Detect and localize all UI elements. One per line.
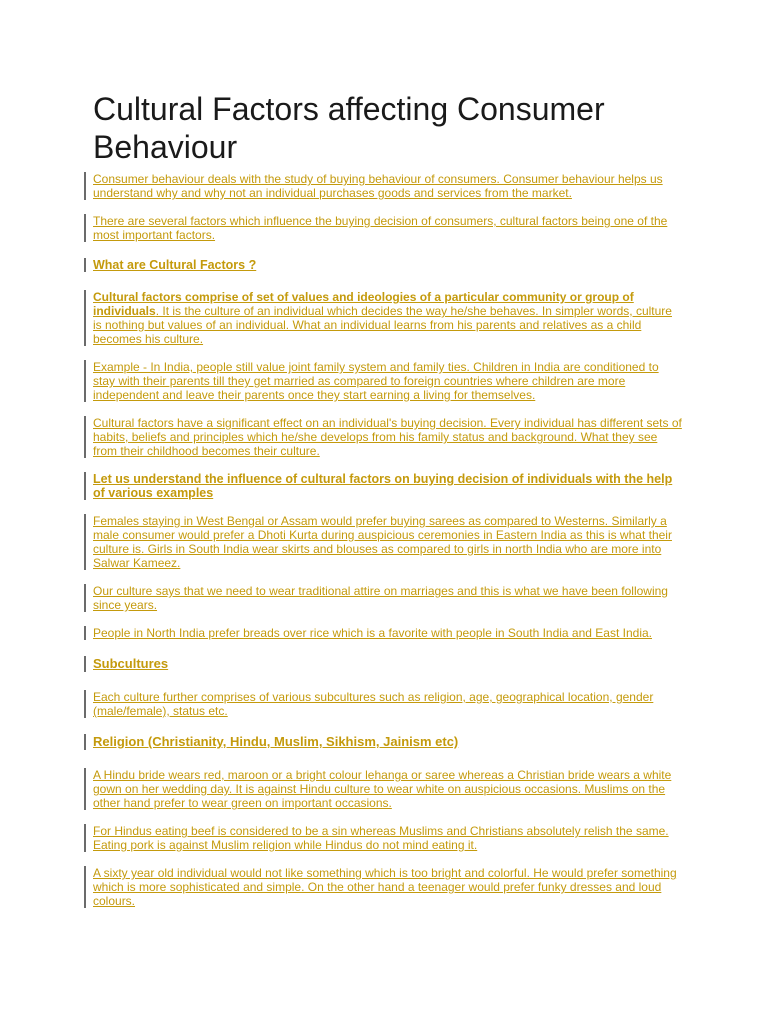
paragraph-factors[interactable]: There are several factors which influence the buying decision of consumers, cultural factors being one of the most important factors.: [93, 214, 683, 242]
document-body: [93, 172, 683, 908]
paragraph-attire-regions[interactable]: Females staying in West Bengal or Assam would prefer buying sarees as compared to Westerns. Similarly a male consumer would prefer a Dhoti Kurta during auspicious ceremonies in Eastern India as this is what their culture is. Girls in South India wear skirts and blouses as compared to girls in north India who are more into Salwar Kameez.: [93, 514, 683, 570]
page-title: Cultural Factors affecting Consumer Behaviour: [93, 91, 605, 165]
paragraph-food-religion[interactable]: For Hindus eating beef is considered to be a sin whereas Muslims and Christians absolutely relish the same. Eating pork is against Muslim religion while Hindus do not mind eating it.: [93, 824, 683, 852]
heading-influence-examples[interactable]: Let us understand the influence of cultural factors on buying decision of individuals with the help of various examples: [93, 472, 683, 500]
heading-subcultures[interactable]: Subcultures: [93, 656, 683, 672]
paragraph-age-preference[interactable]: A sixty year old individual would not like something which is too bright and colorful. He would prefer something which is more sophisticated and simple. On the other hand a teenager would prefer funky dresses and loud colours.: [93, 866, 683, 908]
heading-what-are-cultural-factors[interactable]: What are Cultural Factors ?: [93, 258, 683, 272]
paragraph-buying-decision[interactable]: Cultural factors have a significant effect on an individual's buying decision. Every individual has different sets of habits, beliefs and principles which he/she develops from his family status and background. What they see from their childhood becomes their culture.: [93, 416, 682, 458]
paragraph-traditional-attire[interactable]: Our culture says that we need to wear traditional attire on marriages and this is what we have been following since years.: [93, 584, 683, 612]
heading-religion[interactable]: Religion (Christianity, Hindu, Muslim, Sikhism, Jainism etc): [93, 734, 683, 750]
paragraph-food-preference[interactable]: People in North India prefer breads over rice which is a favorite with people in South India and East India.: [93, 626, 683, 640]
paragraph-definition[interactable]: Cultural factors comprise of set of values and ideologies of a particular community or group of individuals. It is the culture of an individual which decides the way he/she behaves. In simpler words, culture is nothing but values of an individual. What an individual learns from his parents and relatives as a child becomes his culture.: [93, 290, 683, 346]
paragraph-bride-attire[interactable]: A Hindu bride wears red, maroon or a bright colour lehanga or saree whereas a Christian bride wears a white gown on her wedding day. It is against Hindu culture to wear white on auspicious occasions. Muslims on the other hand prefer to wear green on important occasions.: [93, 768, 683, 810]
paragraph-example-india[interactable]: Example - In India, people still value joint family system and family ties. Children in India are conditioned to stay with their parents till they get married as compared to foreign countries where children are more independent and leave their parents once they start earning a living for themselves.: [93, 360, 683, 402]
paragraph-subcultures[interactable]: Each culture further comprises of various subcultures such as religion, age, geographical location, gender (male/female), status etc.: [93, 690, 683, 718]
paragraph-intro[interactable]: Consumer behaviour deals with the study of buying behaviour of consumers. Consumer behaviour helps us understand why and why not an individual purchases goods and services from the market.: [93, 172, 683, 200]
